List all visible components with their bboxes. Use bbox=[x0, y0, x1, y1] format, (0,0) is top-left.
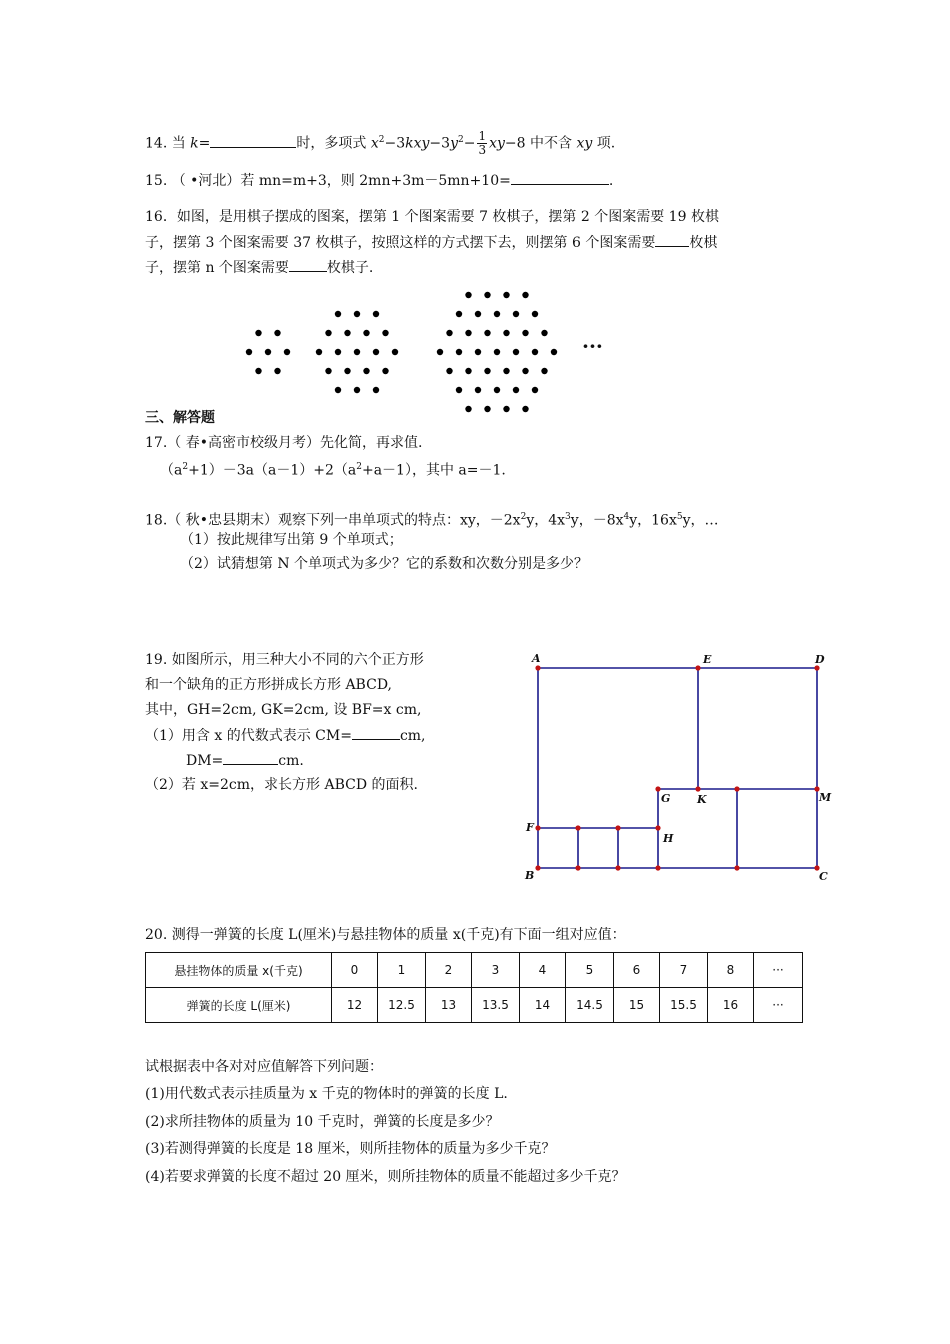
table-cell: 13.5 bbox=[472, 988, 520, 1023]
spring-data-table bbox=[145, 952, 803, 1023]
label-d: D bbox=[815, 653, 825, 666]
label-c: C bbox=[819, 870, 828, 883]
chess-piece bbox=[532, 387, 538, 393]
chess-piece bbox=[532, 349, 538, 355]
row-header: 悬挂物体的质量 x(千克) bbox=[146, 953, 332, 988]
chess-piece bbox=[363, 330, 369, 336]
question-20-part-2: (2)求所挂物体的质量为 10 千克时，弹簧的长度是多少？ bbox=[145, 1114, 500, 1130]
chess-piece bbox=[494, 311, 500, 317]
chess-piece bbox=[513, 387, 519, 393]
chess-piece bbox=[503, 368, 509, 374]
chess-piece bbox=[316, 349, 322, 355]
label-a: A bbox=[532, 652, 541, 665]
chess-piece bbox=[484, 292, 490, 298]
chess-piece bbox=[335, 387, 341, 393]
label-h: H bbox=[663, 832, 674, 845]
answer-blank[interactable] bbox=[223, 750, 278, 765]
question-19-line-1: 19. 如图所示，用三种大小不同的六个正方形 bbox=[145, 652, 424, 668]
table-row bbox=[146, 953, 803, 988]
point-f2 bbox=[575, 825, 580, 830]
question-19-line-3: 其中，GH=2cm, GK=2cm, 设 BF=x cm, bbox=[145, 702, 422, 718]
chess-piece bbox=[522, 292, 528, 298]
chess-piece bbox=[522, 406, 528, 412]
chess-piece bbox=[513, 349, 519, 355]
question-16-line-1: 16．如图，是用棋子摆成的图案，摆第 1 个图案需要 7 枚棋子，摆第 2 个图案需要 19 枚棋 bbox=[145, 209, 719, 225]
question-16-line-3: 子，摆第 n 个图案需要 枚棋子. bbox=[145, 257, 373, 278]
chess-piece bbox=[465, 330, 471, 336]
question-18-sub-2: （2）试猜想第 N 个单项式为多少？它的系数和次数分别是多少？ bbox=[180, 556, 589, 572]
table-row bbox=[146, 988, 803, 1023]
table-cell: 4 bbox=[520, 953, 566, 988]
point-h-top bbox=[655, 825, 660, 830]
chess-piece bbox=[255, 368, 261, 374]
chess-piece bbox=[475, 311, 481, 317]
question-14: 14. 当 k= 时，多项式 $x^2-3kxy-3y^2-$ $\frac{1}{3}$ xy−8 中不含 xy 项. bbox=[145, 129, 616, 158]
chess-piece bbox=[551, 349, 557, 355]
chess-piece bbox=[274, 368, 280, 374]
rectangle-abcd-figure bbox=[515, 648, 845, 888]
chess-piece bbox=[522, 330, 528, 336]
question-19-line-5: DM= cm. bbox=[186, 750, 304, 771]
question-18-line-1: 18.（ 秋•忠县期末）观察下列一串单项式的特点：xy，$-2x^2y$，$4x^3y$，$-8x^4y$，$16x^5y$，… bbox=[145, 512, 719, 529]
question-18-sub-1: （1）按此规律写出第 9 个单项式； bbox=[180, 532, 403, 548]
question-19-line-2: 和一个缺角的正方形拼成长方形 ABCD, bbox=[145, 677, 392, 693]
point-k2 bbox=[734, 786, 739, 791]
question-20-intro: 20. 测得一弹簧的长度 L(厘米)与悬挂物体的质量 x(千克)有下面一组对应值： bbox=[145, 927, 626, 943]
chess-piece bbox=[325, 330, 331, 336]
point-g bbox=[655, 786, 660, 791]
chess-piece bbox=[255, 330, 261, 336]
table-cell: 5 bbox=[566, 953, 614, 988]
question-17-line-1: 17.（ 春•高密市校级月考）先化简，再求值. bbox=[145, 435, 423, 451]
pattern-1 bbox=[246, 330, 290, 374]
question-20-part-3: (3)若测得弹簧的长度是 18 厘米，则所挂物体的质量为多少千克？ bbox=[145, 1141, 556, 1157]
chess-piece bbox=[541, 330, 547, 336]
question-20-prompt: 试根据表中各对对应值解答下列问题： bbox=[145, 1059, 383, 1075]
pattern-3 bbox=[437, 292, 557, 412]
table-cell: 6 bbox=[614, 953, 660, 988]
table-cell: ··· bbox=[754, 988, 803, 1023]
chess-piece bbox=[484, 368, 490, 374]
label-b: B bbox=[525, 869, 535, 882]
question-17-line-2: $(a^2+1)-3a(a-1)+2(a^2+a-1)$，其中 a=－1. bbox=[160, 462, 506, 479]
chess-piece bbox=[265, 349, 271, 355]
table-cell: 13 bbox=[426, 988, 472, 1023]
table-cell: 12.5 bbox=[378, 988, 426, 1023]
question-19-line-6: （2）若 x=2cm，求长方形 ABCD 的面积. bbox=[145, 777, 418, 793]
table-cell: ··· bbox=[754, 953, 803, 988]
table-cell: 15.5 bbox=[660, 988, 708, 1023]
table-cell: 12 bbox=[332, 988, 378, 1023]
label-f: F bbox=[526, 821, 534, 834]
point-f bbox=[535, 825, 540, 830]
question-15: 15. （ •河北）若 mn=m+3，则 2mn+3m－5mn+10= . bbox=[145, 170, 613, 191]
chess-piece bbox=[344, 368, 350, 374]
chess-piece bbox=[354, 349, 360, 355]
chess-piece bbox=[363, 368, 369, 374]
chess-piece bbox=[484, 330, 490, 336]
point-b5 bbox=[734, 865, 739, 870]
chess-piece bbox=[446, 368, 452, 374]
table-cell: 14.5 bbox=[566, 988, 614, 1023]
table-cell: 7 bbox=[660, 953, 708, 988]
chess-piece bbox=[522, 368, 528, 374]
chess-piece bbox=[373, 349, 379, 355]
chess-piece bbox=[335, 311, 341, 317]
chess-piece bbox=[494, 349, 500, 355]
chess-piece bbox=[475, 349, 481, 355]
chess-piece bbox=[503, 292, 509, 298]
table-cell: 0 bbox=[332, 953, 378, 988]
chess-piece bbox=[456, 349, 462, 355]
chess-piece bbox=[465, 292, 471, 298]
point-e bbox=[695, 665, 700, 670]
point-b2 bbox=[575, 865, 580, 870]
chess-piece bbox=[503, 330, 509, 336]
row-header: 弹簧的长度 L(厘米) bbox=[146, 988, 332, 1023]
label-g: G bbox=[661, 792, 671, 805]
chess-piece bbox=[541, 368, 547, 374]
chess-piece bbox=[446, 330, 452, 336]
chess-piece bbox=[354, 387, 360, 393]
chess-piece bbox=[354, 311, 360, 317]
chess-piece bbox=[456, 387, 462, 393]
table-cell: 1 bbox=[378, 953, 426, 988]
chess-piece bbox=[513, 311, 519, 317]
chess-piece bbox=[532, 311, 538, 317]
fraction: $\frac{1}{3}$ bbox=[478, 129, 487, 158]
chess-piece bbox=[284, 349, 290, 355]
chess-piece bbox=[494, 387, 500, 393]
chess-piece bbox=[335, 349, 341, 355]
table-cell: 8 bbox=[708, 953, 754, 988]
chess-piece bbox=[274, 330, 280, 336]
point-d bbox=[814, 665, 819, 670]
point-b bbox=[535, 865, 540, 870]
table-cell: 3 bbox=[472, 953, 520, 988]
question-19-line-4: （1）用含 x 的代数式表示 CM= cm, bbox=[145, 725, 426, 746]
point-a bbox=[535, 665, 540, 670]
chess-piece bbox=[392, 349, 398, 355]
table-cell: 2 bbox=[426, 953, 472, 988]
point-k bbox=[695, 786, 700, 791]
pattern-2 bbox=[316, 311, 398, 393]
label-m: M bbox=[819, 791, 832, 804]
chess-piece bbox=[484, 406, 490, 412]
table-cell: 14 bbox=[520, 988, 566, 1023]
chess-piece bbox=[382, 330, 388, 336]
point-b4 bbox=[655, 865, 660, 870]
chess-piece bbox=[503, 406, 509, 412]
question-20-part-1: (1)用代数式表示挂质量为 x 千克的物体时的弹簧的长度 L. bbox=[145, 1086, 508, 1102]
chess-piece bbox=[382, 368, 388, 374]
chess-piece bbox=[325, 368, 331, 374]
chess-piece bbox=[344, 330, 350, 336]
section-heading: 三、解答题 bbox=[145, 410, 215, 426]
answer-blank[interactable] bbox=[352, 725, 400, 740]
chess-piece bbox=[456, 311, 462, 317]
question-20-part-4: (4)若要求弹簧的长度不超过 20 厘米，则所挂物体的质量不能超过多少千克？ bbox=[145, 1169, 626, 1185]
label-e: E bbox=[703, 653, 712, 666]
chess-piece bbox=[373, 387, 379, 393]
point-f3 bbox=[615, 825, 620, 830]
chess-piece bbox=[465, 368, 471, 374]
label-k: K bbox=[697, 793, 707, 806]
point-b3 bbox=[615, 865, 620, 870]
chess-piece-pattern-figure bbox=[0, 0, 950, 420]
pattern-ellipsis: ··· bbox=[582, 334, 603, 358]
chess-piece bbox=[437, 349, 443, 355]
question-16-line-2: 子，摆第 3 个图案需要 37 枚棋子，按照这样的方式摆下去，则摆第 6 个图案需要 枚棋 bbox=[145, 232, 717, 253]
table-cell: 16 bbox=[708, 988, 754, 1023]
chess-piece bbox=[373, 311, 379, 317]
table-cell: 15 bbox=[614, 988, 660, 1023]
chess-piece bbox=[246, 349, 252, 355]
chess-piece bbox=[465, 406, 471, 412]
chess-piece bbox=[475, 387, 481, 393]
